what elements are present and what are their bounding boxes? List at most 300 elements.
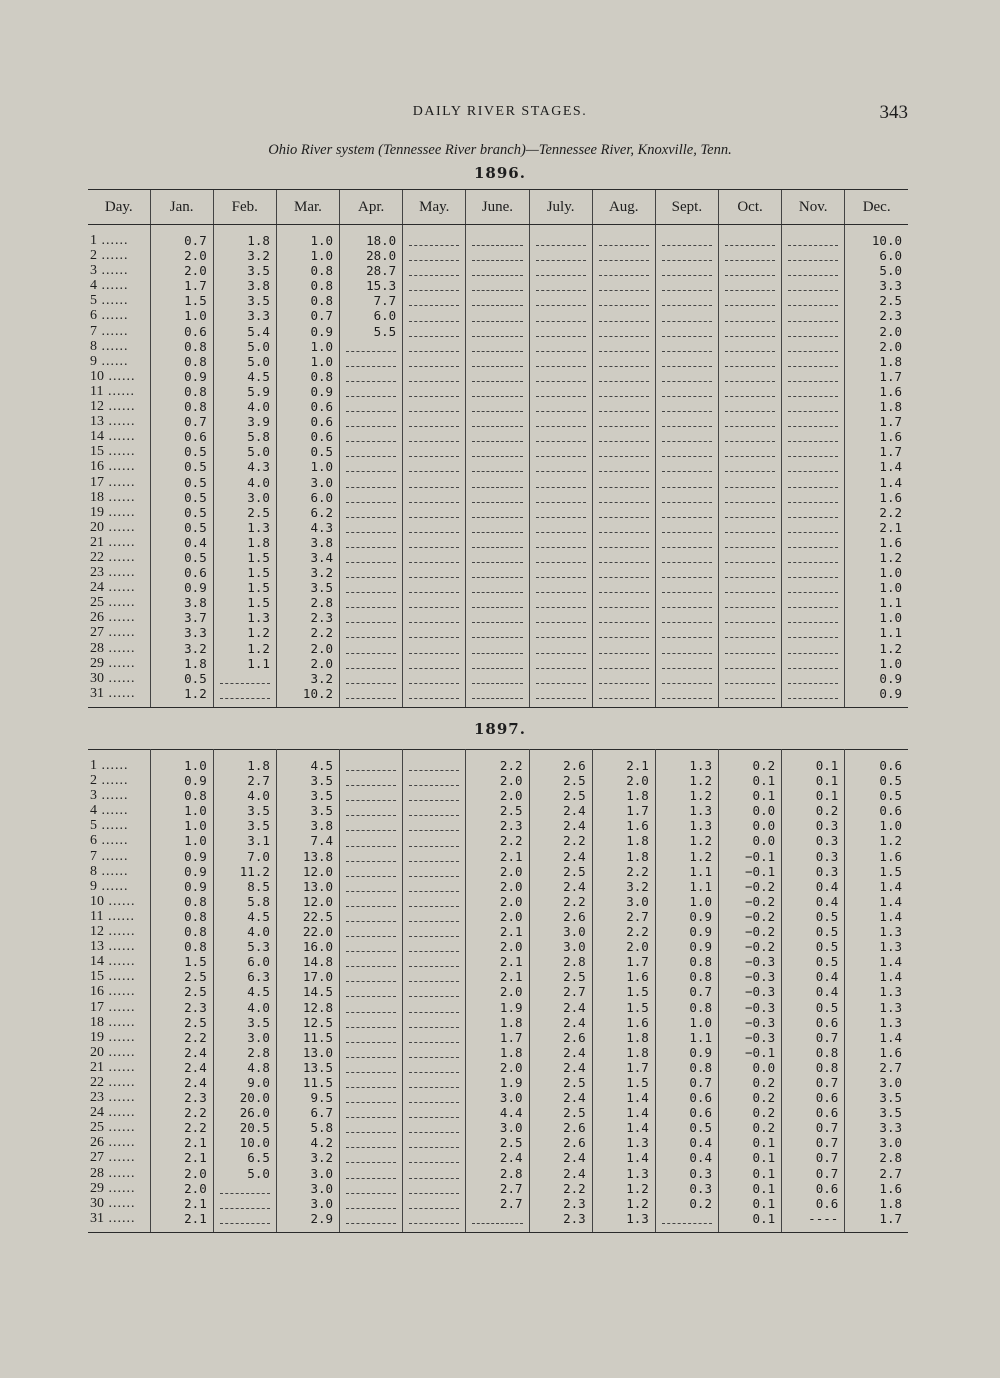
stage-cell: 1.3 — [213, 520, 276, 535]
stage-cell: 4.0 — [213, 1000, 276, 1015]
stage-cell: 1.4 — [845, 969, 908, 984]
stage-cell — [466, 580, 529, 595]
stage-cell — [718, 595, 781, 610]
stage-cell: 1.0 — [276, 248, 339, 263]
stage-cell — [592, 293, 655, 308]
stage-cell — [529, 520, 592, 535]
stage-cell: 0.8 — [150, 894, 213, 909]
blank-leader — [346, 1092, 396, 1103]
blank-leader — [409, 956, 459, 967]
stage-cell: −0.3 — [718, 954, 781, 969]
blank-leader — [409, 1152, 459, 1163]
blank-leader — [220, 688, 270, 699]
blank-leader — [409, 627, 459, 638]
day-cell: 31 ...... — [88, 686, 150, 708]
blank-leader — [599, 552, 649, 563]
stage-cell: 0.5 — [150, 490, 213, 505]
stage-cell: 1.7 — [845, 1211, 908, 1233]
stage-cell — [718, 610, 781, 625]
header-row — [88, 190, 908, 225]
stage-cell: 1.6 — [845, 490, 908, 505]
stage-cell: 0.9 — [150, 369, 213, 384]
stage-cell — [718, 225, 781, 249]
blank-leader — [662, 688, 712, 699]
blank-leader — [788, 386, 838, 397]
stage-cell: 1.5 — [592, 1000, 655, 1015]
stage-cell: 2.7 — [529, 984, 592, 999]
stage-cell: 3.5 — [276, 773, 339, 788]
day-cell: 25 ...... — [88, 1120, 150, 1135]
stage-cell: 0.0 — [718, 1060, 781, 1075]
stage-cell — [340, 1196, 403, 1211]
blank-leader — [599, 477, 649, 488]
blank-leader — [599, 401, 649, 412]
blank-leader — [725, 658, 775, 669]
river-stage-table — [88, 189, 908, 708]
stage-cell: 1.1 — [655, 864, 718, 879]
stage-cell — [655, 324, 718, 339]
table-row — [88, 1166, 908, 1181]
stage-cell — [403, 924, 466, 939]
stage-cell — [466, 656, 529, 671]
blank-leader — [409, 401, 459, 412]
stage-cell — [718, 354, 781, 369]
day-cell: 18 ...... — [88, 490, 150, 505]
stage-cell: 2.2 — [466, 750, 529, 774]
table-row — [88, 490, 908, 505]
blank-leader — [662, 371, 712, 382]
stage-cell — [655, 369, 718, 384]
day-cell: 14 ...... — [88, 429, 150, 444]
blank-leader — [346, 431, 396, 442]
stage-cell — [529, 459, 592, 474]
blank-leader — [725, 688, 775, 699]
stage-cell — [529, 610, 592, 625]
blank-leader — [536, 537, 586, 548]
stage-cell — [466, 414, 529, 429]
stage-cell — [466, 1211, 529, 1233]
stage-cell — [340, 1181, 403, 1196]
blank-leader — [409, 612, 459, 623]
table-row — [88, 773, 908, 788]
blank-leader — [472, 386, 522, 397]
stage-cell — [655, 550, 718, 565]
stage-cell: 6.0 — [340, 308, 403, 323]
stage-cell: 0.5 — [150, 459, 213, 474]
blank-leader — [788, 658, 838, 669]
blank-leader — [599, 582, 649, 593]
stage-cell — [340, 444, 403, 459]
stage-cell: 1.2 — [845, 833, 908, 848]
blank-leader — [536, 567, 586, 578]
blank-leader — [599, 658, 649, 669]
stage-cell: 1.4 — [845, 879, 908, 894]
stage-cell — [529, 671, 592, 686]
stage-cell: 4.0 — [213, 399, 276, 414]
stage-cell: 1.6 — [845, 429, 908, 444]
table-row — [88, 656, 908, 671]
stage-cell: 2.4 — [529, 1060, 592, 1075]
stage-cell — [655, 354, 718, 369]
stage-cell: 1.7 — [150, 278, 213, 293]
blank-leader — [662, 265, 712, 276]
stage-cell: 2.7 — [845, 1166, 908, 1181]
stage-cell: 4.5 — [213, 984, 276, 999]
stage-cell: 2.0 — [845, 324, 908, 339]
stage-cell — [592, 520, 655, 535]
day-cell: 1 ...... — [88, 225, 150, 249]
stage-cell: 22.0 — [276, 924, 339, 939]
blank-leader — [409, 820, 459, 831]
stage-cell: 1.4 — [845, 909, 908, 924]
stage-cell — [340, 1030, 403, 1045]
stage-cell — [340, 864, 403, 879]
stage-cell: 1.1 — [655, 879, 718, 894]
table-row — [88, 818, 908, 833]
stage-cell: 4.5 — [213, 369, 276, 384]
stage-cell: 0.6 — [150, 429, 213, 444]
stage-cell — [529, 641, 592, 656]
stage-cell: 2.0 — [592, 773, 655, 788]
blank-leader — [346, 1152, 396, 1163]
stage-cell — [592, 641, 655, 656]
stage-cell — [782, 414, 845, 429]
stage-cell: 2.6 — [529, 1120, 592, 1135]
blank-leader — [409, 643, 459, 654]
stage-cell: 2.0 — [466, 788, 529, 803]
blank-leader — [346, 507, 396, 518]
stage-cell: 1.0 — [150, 803, 213, 818]
stage-cell: 1.0 — [276, 339, 339, 354]
stage-cell: 0.6 — [782, 1181, 845, 1196]
stage-cell — [340, 1150, 403, 1165]
stage-cell: 0.3 — [655, 1166, 718, 1181]
stage-cell: 1.3 — [592, 1166, 655, 1181]
stage-cell: 3.0 — [276, 475, 339, 490]
stage-cell: 1.8 — [150, 656, 213, 671]
stage-cell: 13.0 — [276, 1045, 339, 1060]
stage-cell: 20.5 — [213, 1120, 276, 1135]
stage-cell: 0.2 — [718, 750, 781, 774]
blank-leader — [472, 643, 522, 654]
blank-leader — [536, 311, 586, 322]
table-row — [88, 1135, 908, 1150]
stage-cell — [340, 414, 403, 429]
day-cell: 30 ...... — [88, 1196, 150, 1211]
stage-cell: 0.2 — [718, 1090, 781, 1105]
stage-cell: −0.1 — [718, 864, 781, 879]
stage-cell — [403, 399, 466, 414]
stage-cell — [340, 924, 403, 939]
stage-cell: 2.7 — [592, 909, 655, 924]
blank-leader — [662, 280, 712, 291]
stage-cell — [403, 263, 466, 278]
blank-leader — [788, 431, 838, 442]
blank-leader — [788, 477, 838, 488]
stage-cell — [340, 1045, 403, 1060]
stage-cell — [340, 773, 403, 788]
blank-leader — [346, 1047, 396, 1058]
blank-leader — [599, 416, 649, 427]
stage-cell: 2.1 — [150, 1150, 213, 1165]
blank-leader — [536, 250, 586, 261]
blank-leader — [725, 612, 775, 623]
stage-cell: 18.0 — [340, 225, 403, 249]
stage-cell: 1.8 — [845, 354, 908, 369]
blank-leader — [346, 582, 396, 593]
stage-cell: 4.5 — [276, 750, 339, 774]
table-row — [88, 641, 908, 656]
stage-cell: 1.4 — [592, 1105, 655, 1120]
stage-cell: 3.5 — [845, 1090, 908, 1105]
year-heading-1897: 1897. — [474, 720, 526, 738]
table-row — [88, 384, 908, 399]
stage-cell: 2.2 — [592, 924, 655, 939]
blank-leader — [536, 643, 586, 654]
table-row — [88, 1196, 908, 1211]
blank-leader — [662, 567, 712, 578]
stage-cell — [403, 580, 466, 595]
stage-cell: 3.5 — [213, 1015, 276, 1030]
stage-cell: 1.4 — [592, 1120, 655, 1135]
table-row — [88, 686, 908, 708]
stage-cell: 3.2 — [276, 671, 339, 686]
stage-cell — [340, 565, 403, 580]
stage-cell — [529, 369, 592, 384]
blank-leader — [409, 507, 459, 518]
stage-cell — [403, 1075, 466, 1090]
stage-cell — [340, 610, 403, 625]
blank-leader — [536, 627, 586, 638]
blank-leader — [536, 341, 586, 352]
day-cell: 14 ...... — [88, 954, 150, 969]
stage-cell: 2.4 — [529, 1015, 592, 1030]
stage-cell — [592, 625, 655, 640]
stage-cell: 1.2 — [213, 625, 276, 640]
stage-cell: 0.5 — [782, 954, 845, 969]
day-cell: 19 ...... — [88, 1030, 150, 1045]
blank-leader — [409, 1092, 459, 1103]
blank-leader — [409, 911, 459, 922]
blank-leader — [472, 673, 522, 684]
stage-cell — [403, 565, 466, 580]
blank-leader — [536, 371, 586, 382]
stage-cell — [655, 225, 718, 249]
stage-cell: 1.3 — [655, 803, 718, 818]
stage-cell: 0.7 — [655, 1075, 718, 1090]
stage-cell: 1.0 — [845, 656, 908, 671]
day-cell: 10 ...... — [88, 369, 150, 384]
blank-leader — [788, 688, 838, 699]
stage-cell: 4.2 — [276, 1135, 339, 1150]
stage-cell — [529, 565, 592, 580]
stage-cell: 1.6 — [845, 1181, 908, 1196]
blank-leader — [599, 492, 649, 503]
stage-cell: 2.0 — [150, 248, 213, 263]
stage-cell: 3.3 — [150, 625, 213, 640]
column-header: Feb. — [213, 190, 276, 225]
blank-leader — [409, 522, 459, 533]
stage-cell — [403, 849, 466, 864]
stage-cell — [529, 686, 592, 708]
stage-cell: 2.5 — [529, 1105, 592, 1120]
blank-leader — [346, 416, 396, 427]
stage-cell — [718, 308, 781, 323]
blank-leader — [409, 356, 459, 367]
stage-cell — [340, 894, 403, 909]
day-cell: 30 ...... — [88, 671, 150, 686]
stage-cell — [340, 399, 403, 414]
blank-leader — [725, 371, 775, 382]
blank-leader — [346, 1122, 396, 1133]
stage-cell — [718, 399, 781, 414]
stage-cell — [529, 399, 592, 414]
stage-cell: 3.5 — [845, 1105, 908, 1120]
stage-cell: 5.0 — [845, 263, 908, 278]
day-cell: 20 ...... — [88, 1045, 150, 1060]
blank-leader — [346, 1107, 396, 1118]
stage-cell: 2.0 — [150, 263, 213, 278]
stage-cell — [403, 954, 466, 969]
stage-cell — [403, 1030, 466, 1045]
stage-cell — [340, 505, 403, 520]
stage-cell — [718, 444, 781, 459]
stage-cell — [655, 339, 718, 354]
blank-leader — [662, 612, 712, 623]
stage-cell: 0.3 — [655, 1181, 718, 1196]
stage-cell — [718, 641, 781, 656]
stage-cell: 2.5 — [529, 773, 592, 788]
day-cell: 31 ...... — [88, 1211, 150, 1233]
stage-cell: 6.0 — [213, 954, 276, 969]
day-cell: 5 ...... — [88, 818, 150, 833]
blank-leader — [472, 280, 522, 291]
table-row — [88, 293, 908, 308]
stage-cell — [466, 671, 529, 686]
stage-cell: 0.2 — [655, 1196, 718, 1211]
blank-leader — [409, 295, 459, 306]
stage-cell: 6.5 — [213, 1150, 276, 1165]
stage-cell: 0.1 — [718, 788, 781, 803]
stage-cell — [529, 384, 592, 399]
stage-cell — [655, 625, 718, 640]
blank-leader — [409, 926, 459, 937]
day-cell: 24 ...... — [88, 1105, 150, 1120]
stage-cell — [592, 263, 655, 278]
stage-cell — [403, 788, 466, 803]
stage-cell: 0.7 — [782, 1135, 845, 1150]
stage-cell: 3.2 — [150, 641, 213, 656]
stage-cell: 26.0 — [213, 1105, 276, 1120]
stage-cell: 1.6 — [592, 969, 655, 984]
stage-cell: 4.5 — [213, 909, 276, 924]
blank-leader — [662, 673, 712, 684]
blank-leader — [472, 461, 522, 472]
blank-leader — [472, 612, 522, 623]
stage-cell — [466, 625, 529, 640]
stage-cell — [592, 399, 655, 414]
blank-leader — [409, 250, 459, 261]
blank-leader — [662, 295, 712, 306]
stage-cell — [340, 1075, 403, 1090]
day-cell: 5 ...... — [88, 293, 150, 308]
stage-cell — [655, 444, 718, 459]
blank-leader — [725, 250, 775, 261]
stage-cell — [718, 339, 781, 354]
stage-cell: 4.0 — [213, 475, 276, 490]
stage-cell: 1.6 — [592, 818, 655, 833]
stage-cell — [403, 384, 466, 399]
stage-cell — [718, 293, 781, 308]
blank-leader — [788, 537, 838, 548]
table-row — [88, 1015, 908, 1030]
stage-cell — [340, 909, 403, 924]
stage-cell: 1.3 — [845, 924, 908, 939]
stage-cell: 0.6 — [276, 414, 339, 429]
blank-leader — [346, 401, 396, 412]
stage-cell — [782, 505, 845, 520]
stage-cell: 13.5 — [276, 1060, 339, 1075]
stage-cell: 2.6 — [529, 750, 592, 774]
stage-cell: 0.8 — [150, 399, 213, 414]
blank-leader — [472, 537, 522, 548]
stage-cell: 0.9 — [845, 686, 908, 708]
day-cell: 2 ...... — [88, 248, 150, 263]
blank-leader — [599, 446, 649, 457]
table-row — [88, 954, 908, 969]
blank-leader — [409, 775, 459, 786]
day-cell: 12 ...... — [88, 399, 150, 414]
stage-cell: −0.3 — [718, 1015, 781, 1030]
stage-cell: 2.3 — [529, 1196, 592, 1211]
stage-cell: 2.0 — [466, 939, 529, 954]
stage-cell: 10.0 — [213, 1135, 276, 1150]
stage-cell: 2.1 — [466, 969, 529, 984]
stage-cell: 13.8 — [276, 849, 339, 864]
stage-cell: −0.3 — [718, 969, 781, 984]
stage-cell: 0.8 — [150, 339, 213, 354]
blank-leader — [788, 492, 838, 503]
blank-leader — [346, 1198, 396, 1209]
stage-cell — [655, 293, 718, 308]
stage-cell — [403, 475, 466, 490]
stage-cell — [592, 459, 655, 474]
table-row — [88, 565, 908, 580]
stage-cell — [340, 1120, 403, 1135]
stage-cell — [340, 641, 403, 656]
table-body — [88, 225, 908, 708]
blank-leader — [409, 537, 459, 548]
stage-cell: 3.0 — [529, 924, 592, 939]
stage-cell — [403, 1000, 466, 1015]
stage-cell — [592, 580, 655, 595]
stage-cell: 0.4 — [655, 1135, 718, 1150]
stage-cell: 1.8 — [592, 833, 655, 848]
stage-table-1897 — [88, 749, 908, 1233]
stage-cell: 1.0 — [150, 833, 213, 848]
stage-cell — [655, 580, 718, 595]
blank-leader — [536, 431, 586, 442]
stage-cell — [718, 625, 781, 640]
stage-cell: 11.5 — [276, 1030, 339, 1045]
stage-cell — [718, 686, 781, 708]
stage-cell: 1.5 — [150, 954, 213, 969]
stage-cell — [529, 490, 592, 505]
stage-cell: 0.7 — [150, 414, 213, 429]
blank-leader — [599, 567, 649, 578]
blank-leader — [409, 1002, 459, 1013]
stage-cell — [655, 414, 718, 429]
